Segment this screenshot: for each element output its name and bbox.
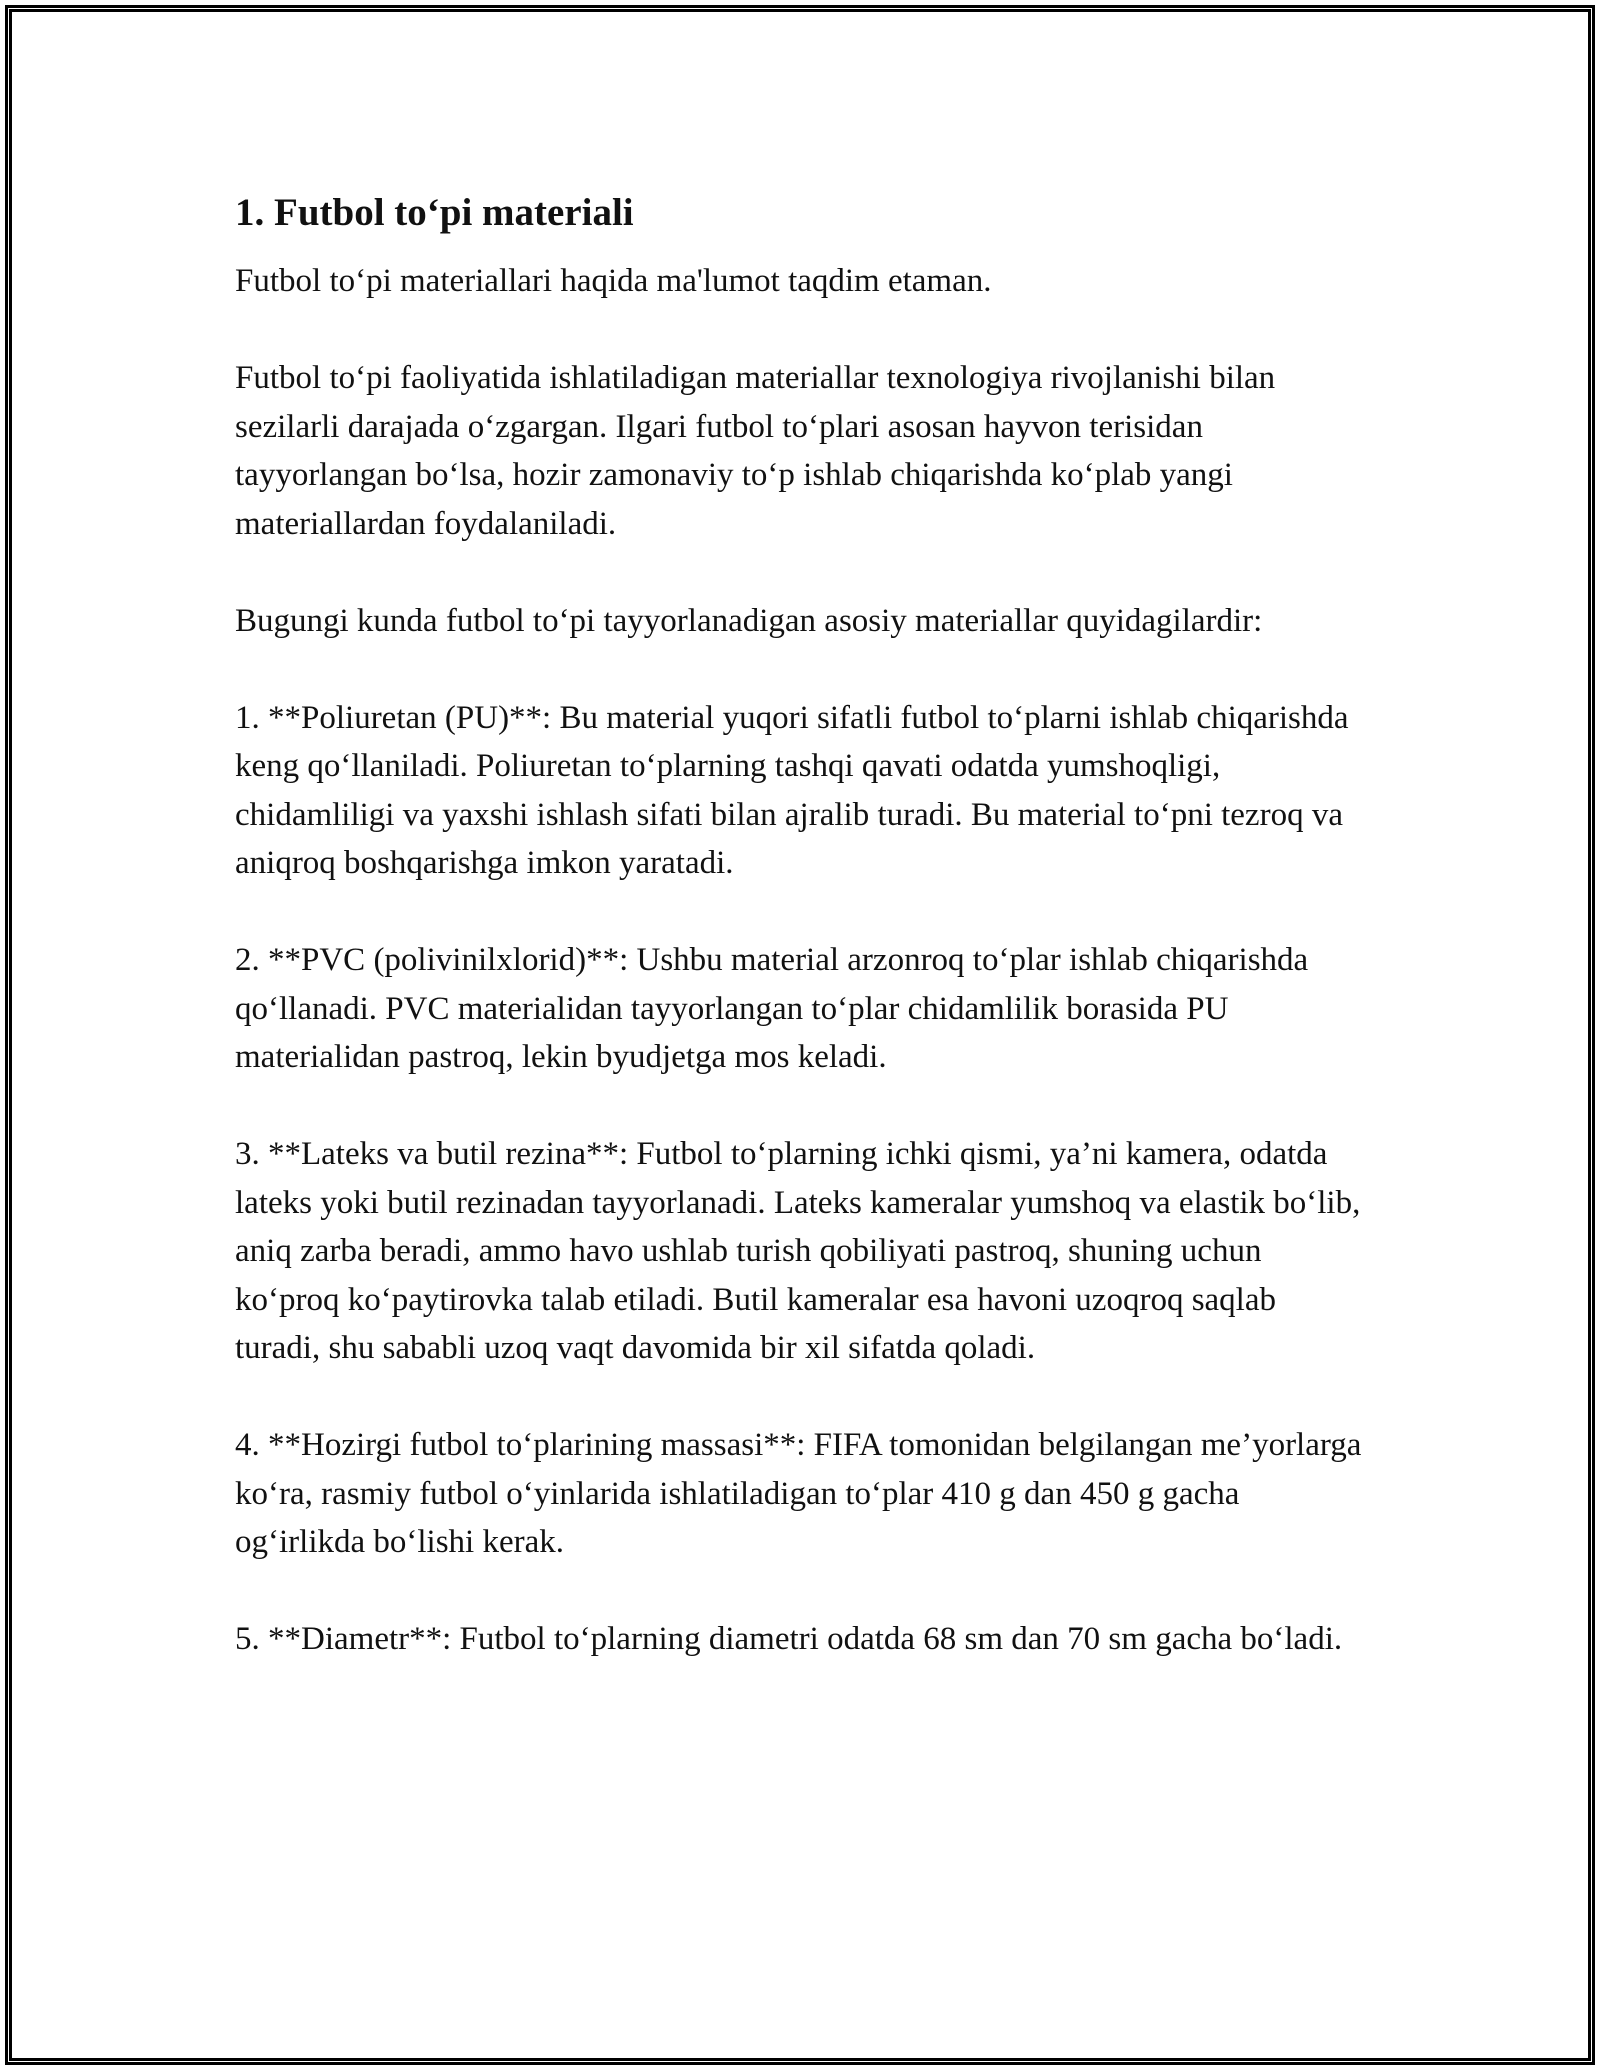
list-item-diameter: 5. **Diametr**: Futbol to‘plarning diametri odatda 68 sm dan 70 sm gacha bo‘ladi. (235, 1621, 1343, 1657)
document-title: 1. Futbol to‘pi materiali (235, 191, 634, 234)
list-item-pvc: 2. **PVC (polivinilxlorid)**: Ushbu material arzonroq to‘plar ishlab chiqarishda qo‘llanadi. PVC materialidan tayyorlangan to‘plar chidamlilik borasida PU materialidan pastroq, lekin byudjetga mos keladi. (235, 942, 1309, 1075)
paragraph-intro: Futbol to‘pi materiallari haqida ma'lumot taqdim etaman. (235, 263, 992, 299)
paragraph-history: Futbol to‘pi faoliyatida ishlatiladigan materiallar texnologiya rivojlanishi bilan sezilarli darajada o‘zgargan. Ilgari futbol to‘plari asosan hayvon terisidan tayyorlangan bo‘lsa, hozir zamonaviy to‘p ishlab chiqarishda ko‘plab yangi materiallardan foydalaniladi. (235, 360, 1276, 542)
paragraph-list-intro: Bugungi kunda futbol to‘pi tayyorlanadigan asosiy materiallar quyidagilardir: (235, 602, 1263, 639)
document-body (235, 187, 1365, 1664)
list-item-polyurethane: 1. **Poliuretan (PU)**: Bu material yuqori sifatli futbol to‘plarni ishlab chiqarishda keng qo‘llaniladi. Poliuretan to‘plarning tashqi qavati odatda yumshoqligi, chidamliligi va yaxshi ishlash sifati bilan ajralib turadi. Bu material to‘pni tezroq va aniqroq boshqarishga imkon yaratadi. (235, 699, 1349, 881)
list-item-mass: 4. **Hozirgi futbol to‘plarining massasi**: FIFA tomonidan belgilangan me’yorlarga ko‘ra, rasmiy futbol o‘yinlarida ishlatiladigan to‘plar 410 g dan 450 g gacha og‘irlikda bo‘lishi kerak. (235, 1427, 1362, 1560)
list-item-latex-butyl: 3. **Lateks va butil rezina**: Futbol to‘plarning ichki qismi, ya’ni kamera, odatda lateks yoki butil rezinadan tayyorlanadi. Lateks kameralar yumshoq va elastik bo‘lib, aniq zarba beradi, ammo havo ushlab turish qobiliyati pastroq, shuning uchun ko‘proq ko‘paytirovka talab etiladi. Butil kameralar esa havoni uzoqroq saqlab turadi, shu sababli uzoq vaqt davomida bir xil sifatda qoladi. (235, 1136, 1361, 1366)
